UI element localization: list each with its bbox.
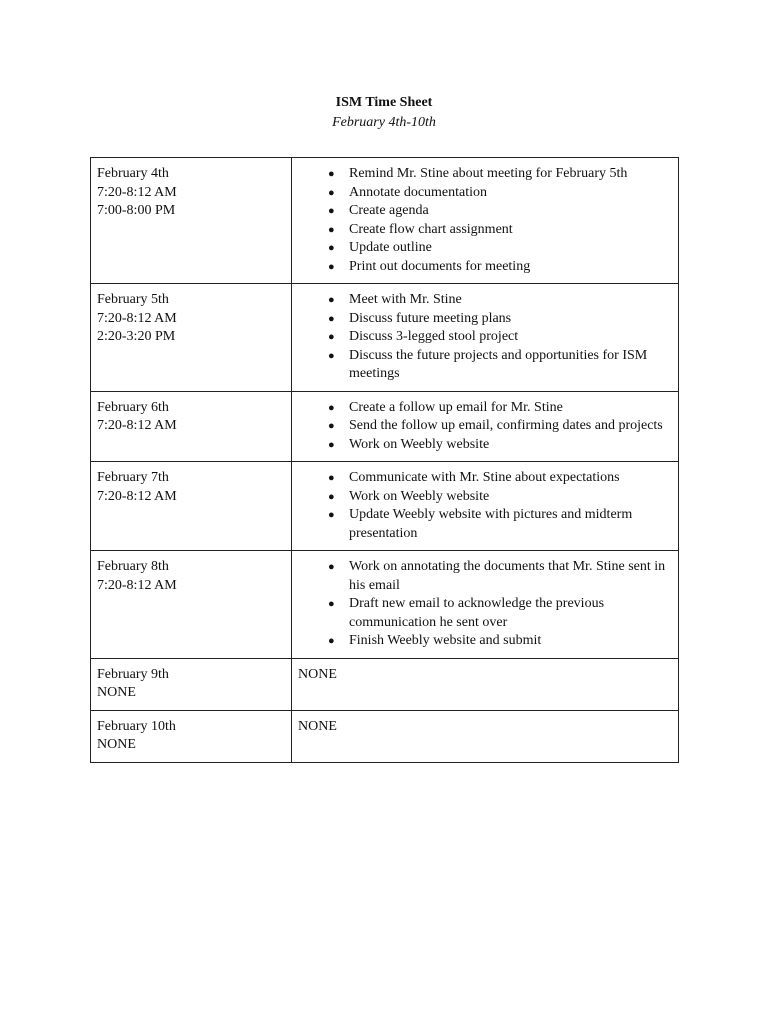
task-text: Annotate documentation [349, 184, 488, 200]
row-time: NONE [97, 685, 136, 700]
list-item [328, 258, 672, 277]
bullet-icon: ● [328, 331, 335, 343]
list-item [328, 310, 672, 329]
no-tasks-text: NONE [298, 718, 337, 734]
date-cell [91, 462, 292, 551]
task-text: Discuss future meeting plans [349, 310, 512, 326]
row-date: February 7th [97, 470, 169, 485]
list-item [328, 436, 672, 455]
task-list [298, 469, 672, 543]
date-cell [91, 391, 292, 462]
date-cell [91, 551, 292, 659]
bullet-icon: ● [328, 294, 335, 306]
row-date: February 8th [97, 559, 169, 574]
task-text: Communicate with Mr. Stine about expectations [349, 470, 620, 485]
task-text: Print out documents for meeting [349, 258, 531, 274]
row-time: 7:20-8:12 AM [97, 310, 177, 326]
task-text: Work on annotating the documents that Mr. Stine sent in his email [349, 559, 666, 593]
list-item [328, 165, 672, 184]
list-item [328, 488, 672, 507]
list-item [328, 417, 672, 436]
bullet-icon: ● [328, 223, 335, 236]
row-date: February 5th [97, 292, 169, 307]
task-text: Create flow chart assignment [349, 221, 513, 237]
row-time: 7:20-8:12 AM [97, 577, 177, 593]
task-text: Finish Weebly website and submit [349, 633, 542, 648]
bullet-icon: ● [328, 598, 335, 610]
task-list [298, 291, 672, 384]
bullet-icon: ● [328, 186, 335, 199]
task-text: Work on Weebly website [349, 488, 490, 504]
task-text: Create agenda [349, 203, 429, 218]
task-text: Update outline [349, 240, 432, 255]
date-cell [91, 158, 292, 284]
task-text: Meet with Mr. Stine [349, 292, 462, 307]
bullet-icon: ● [328, 401, 335, 414]
list-item [328, 399, 672, 418]
task-list [298, 558, 672, 651]
bullet-icon: ● [328, 635, 335, 647]
list-item [328, 291, 672, 310]
bullet-icon: ● [328, 312, 335, 325]
table-row [91, 710, 679, 762]
list-item [328, 239, 672, 258]
date-cell [91, 658, 292, 710]
bullet-icon: ● [328, 561, 335, 573]
list-item [328, 184, 672, 203]
bullet-icon: ● [328, 438, 335, 451]
task-text: Remind Mr. Stine about meeting for February 5th [349, 166, 628, 181]
task-text: Send the follow up email, confirming dates and projects [349, 418, 663, 433]
list-item [328, 632, 672, 651]
row-date: February 6th [97, 399, 169, 415]
date-cell [91, 284, 292, 392]
row-time: 2:20-3:20 PM [97, 329, 176, 344]
table-row [91, 158, 679, 284]
bullet-icon: ● [328, 349, 335, 362]
task-list [298, 165, 672, 276]
task-text: Discuss 3-legged stool project [349, 329, 519, 344]
table-row [91, 462, 679, 551]
bullet-icon: ● [328, 168, 335, 180]
bullet-icon: ● [328, 420, 335, 432]
no-tasks-text: NONE [298, 666, 337, 682]
bullet-icon: ● [328, 205, 335, 217]
task-text: Work on Weebly website [349, 436, 490, 452]
bullet-icon: ● [328, 260, 335, 273]
list-item [328, 221, 672, 240]
row-date: February 10th [97, 718, 176, 734]
row-time: 7:20-8:12 AM [97, 488, 177, 504]
bullet-icon: ● [328, 472, 335, 484]
row-time: 7:20-8:12 AM [97, 184, 177, 200]
table-row [91, 284, 679, 392]
list-item [328, 469, 672, 488]
list-item [328, 328, 672, 347]
table-row [91, 658, 679, 710]
document-title: ISM Time Sheet [335, 95, 433, 110]
list-item [328, 506, 672, 543]
document-subtitle: February 4th-10th [332, 115, 436, 130]
time-sheet-table [90, 157, 679, 763]
bullet-icon: ● [328, 242, 335, 254]
bullet-icon: ● [328, 509, 335, 521]
tasks-cell [292, 158, 679, 284]
date-cell [91, 710, 292, 762]
row-date: February 9th [97, 666, 169, 682]
time-sheet-body [91, 158, 679, 763]
task-text: Update Weebly website with pictures and midterm presentation [349, 507, 633, 541]
tasks-cell [292, 710, 679, 762]
tasks-cell [292, 551, 679, 659]
task-text: Draft new email to acknowledge the previous communication he sent over [349, 596, 605, 630]
row-time: NONE [97, 737, 136, 752]
task-text: Create a follow up email for Mr. Stine [349, 399, 563, 415]
table-row [91, 551, 679, 659]
tasks-cell [292, 391, 679, 462]
list-item [328, 595, 672, 632]
tasks-cell [292, 658, 679, 710]
task-list [298, 399, 672, 455]
list-item [328, 202, 672, 221]
tasks-cell [292, 462, 679, 551]
task-text: Discuss the future projects and opportunities for ISM meetings [349, 347, 648, 381]
row-time: 7:00-8:00 PM [97, 203, 176, 218]
bullet-icon: ● [328, 490, 335, 503]
list-item [328, 558, 672, 595]
table-row [91, 391, 679, 462]
row-time: 7:20-8:12 AM [97, 418, 177, 433]
row-date: February 4th [97, 166, 169, 181]
tasks-cell [292, 284, 679, 392]
list-item [328, 347, 672, 384]
